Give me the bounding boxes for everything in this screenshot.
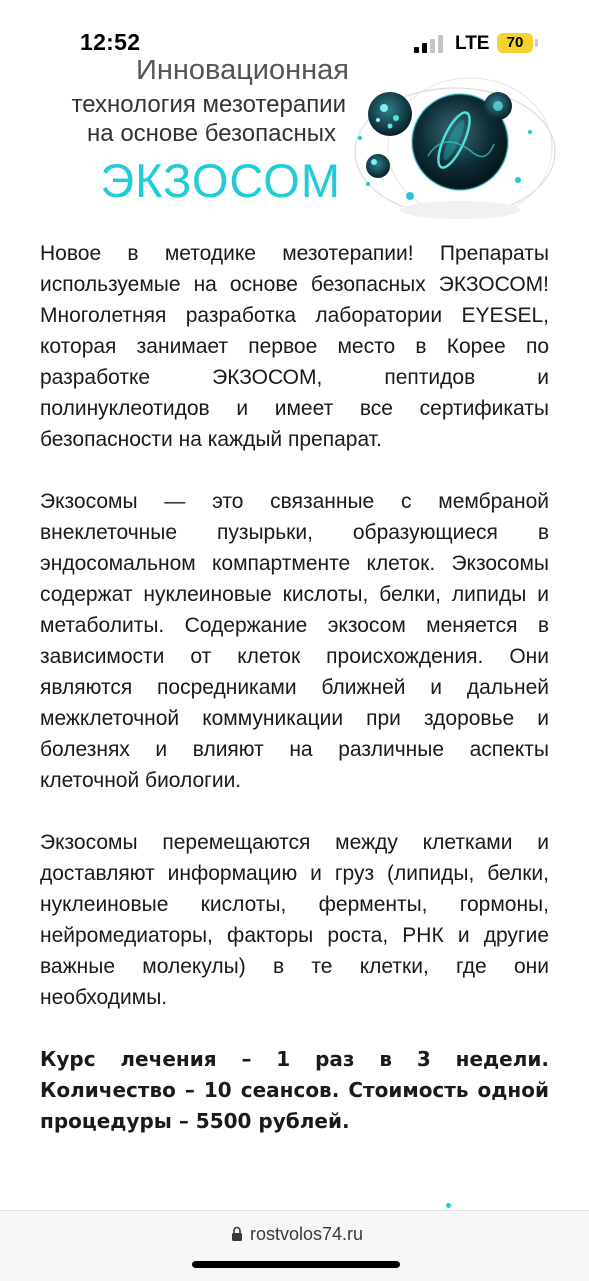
- banner-title-line-3: на основе безопасных: [87, 120, 336, 147]
- exosome-spheres-icon: [350, 60, 589, 225]
- paragraph-exosomes-definition: Экзосомы — это связанные с мембраной внеклеточные пузырьки, образующиеся в эндосомальном компартменте клеток. Экзосомы содержат нуклеиновые кислоты, белки, липиды и метаболиты. Содержание экзосом меняется в зависимости от клеток происхождения. Они являются посредниками ближней и дальней межклеточной коммуникации при здоровье и болезнях и влияют на различные аспекты клеточной биологии.: [40, 490, 549, 792]
- network-type: LTE: [455, 33, 490, 54]
- url-text[interactable]: rostvolos74.ru: [250, 1224, 364, 1244]
- banner-title-accent: ЭКЗОСОМ: [100, 154, 341, 207]
- next-banner-dot: [446, 1203, 451, 1208]
- home-indicator[interactable]: [192, 1261, 400, 1268]
- browser-address-bar[interactable]: [0, 1210, 589, 1281]
- battery-level: 70: [506, 34, 524, 51]
- paragraph-intro: Новое в методике мезотерапии! Препараты используемые на основе безопасных ЭКЗОСОМ! Многолетняя разработка лаборатории EYESEL, которая занимает первое место в Корее по разработке ЭКЗОСОМ, пептидов и полинуклеотидов и имеет все сертификаты безопасности на каждый препарат.: [40, 242, 549, 451]
- promo-banner: [0, 60, 589, 225]
- cellular-signal-icon: [414, 35, 448, 53]
- article-content: [40, 238, 549, 1137]
- banner-title-line-2: технология мезотерапии: [71, 91, 346, 118]
- paragraph-exosomes-function: Экзосомы перемещаются между клетками и доставляют информацию и груз (липиды, белки, нуклеиновые кислоты, ферменты, гормоны, нейромедиаторы, факторы роста, РНК и другие важные молекулы) в те клетки, где они необходимы.: [40, 831, 549, 1009]
- banner-title-line-1: Инновационная: [135, 60, 349, 86]
- battery-tip: [535, 39, 538, 47]
- lock-icon: [231, 1226, 243, 1242]
- paragraph-course-price: Курс лечения – 1 раз в 3 недели. Количество – 10 сеансов. Стоимость одной процедуры – 5500 рублей.: [40, 1047, 549, 1133]
- status-time: 12:52: [80, 29, 141, 55]
